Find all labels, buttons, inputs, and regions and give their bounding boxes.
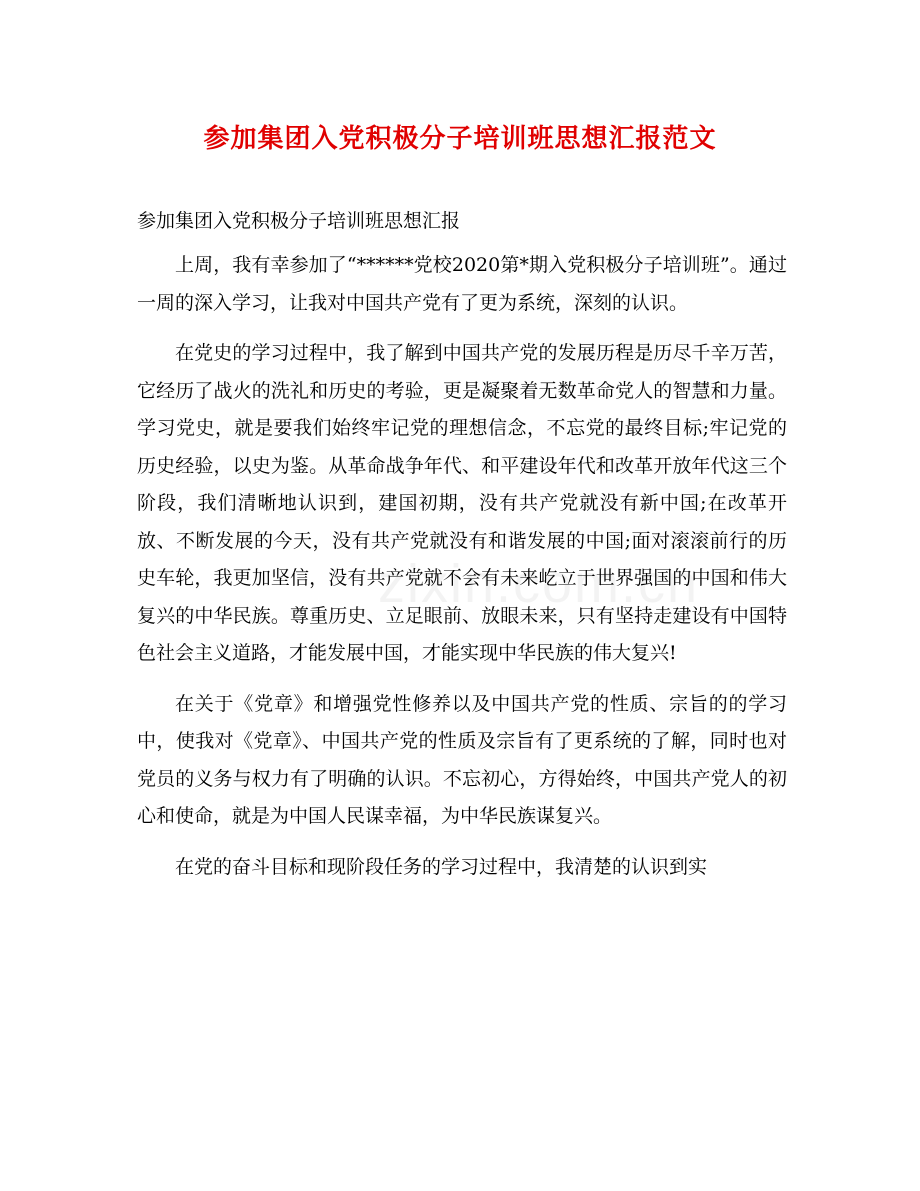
paragraph-3: 在关于《党章》和增强党性修养以及中国共产党的性质、宗旨的的学习中，使我对《党章》、中国共产党的性质及宗旨有了更系统的了解，同时也对党员的义务与权力有了明确的认识。不忘初心，方得始终，中国共产党人的初心和使命，就是为中国人民谋幸福，为中华民族谋复兴。: [137, 692, 787, 827]
document-subtitle: 参加集团入党积极分子培训班思想汇报: [137, 210, 461, 232]
document-title: 参加集团入党积极分子培训班思想汇报范文: [203, 124, 717, 154]
paragraph-2: 在党史的学习过程中，我了解到中国共产党的发展历程是历尽千辛万苦，它经历了战火的洗礼和历史的考验，更是凝聚着无数革命党人的智慧和力量。学习党史，就是要我们始终牢记党的理想信念，不忘党的最终目标;牢记党的历史经验，以史为鉴。从革命战争年代、和平建设年代和改革开放年代这三个阶段，我们清晰地认识到，建国初期，没有共产党就没有新中国;在改革开放、不断发展的今天，没有共产党就没有和谐发展的中国;面对滚滚前行的历史车轮，我更加坚信，没有共产党就不会有未来屹立于世界强国的中国和伟大复兴的中华民族。尊重历史、立足眼前、放眼未来，只有坚持走建设有中国特色社会主义道路，才能发展中国，才能实现中华民族的伟大复兴!: [137, 342, 787, 664]
document-body: [137, 247, 787, 899]
paragraph-1: 上周，我有幸参加了“******党校2020第*期入党积极分子培训班”。通过一周的深入学习，让我对中国共产党有了更为系统，深刻的认识。: [137, 254, 787, 314]
paragraph-4: 在党的奋斗目标和现阶段任务的学习过程中，我清楚的认识到实: [175, 855, 708, 878]
